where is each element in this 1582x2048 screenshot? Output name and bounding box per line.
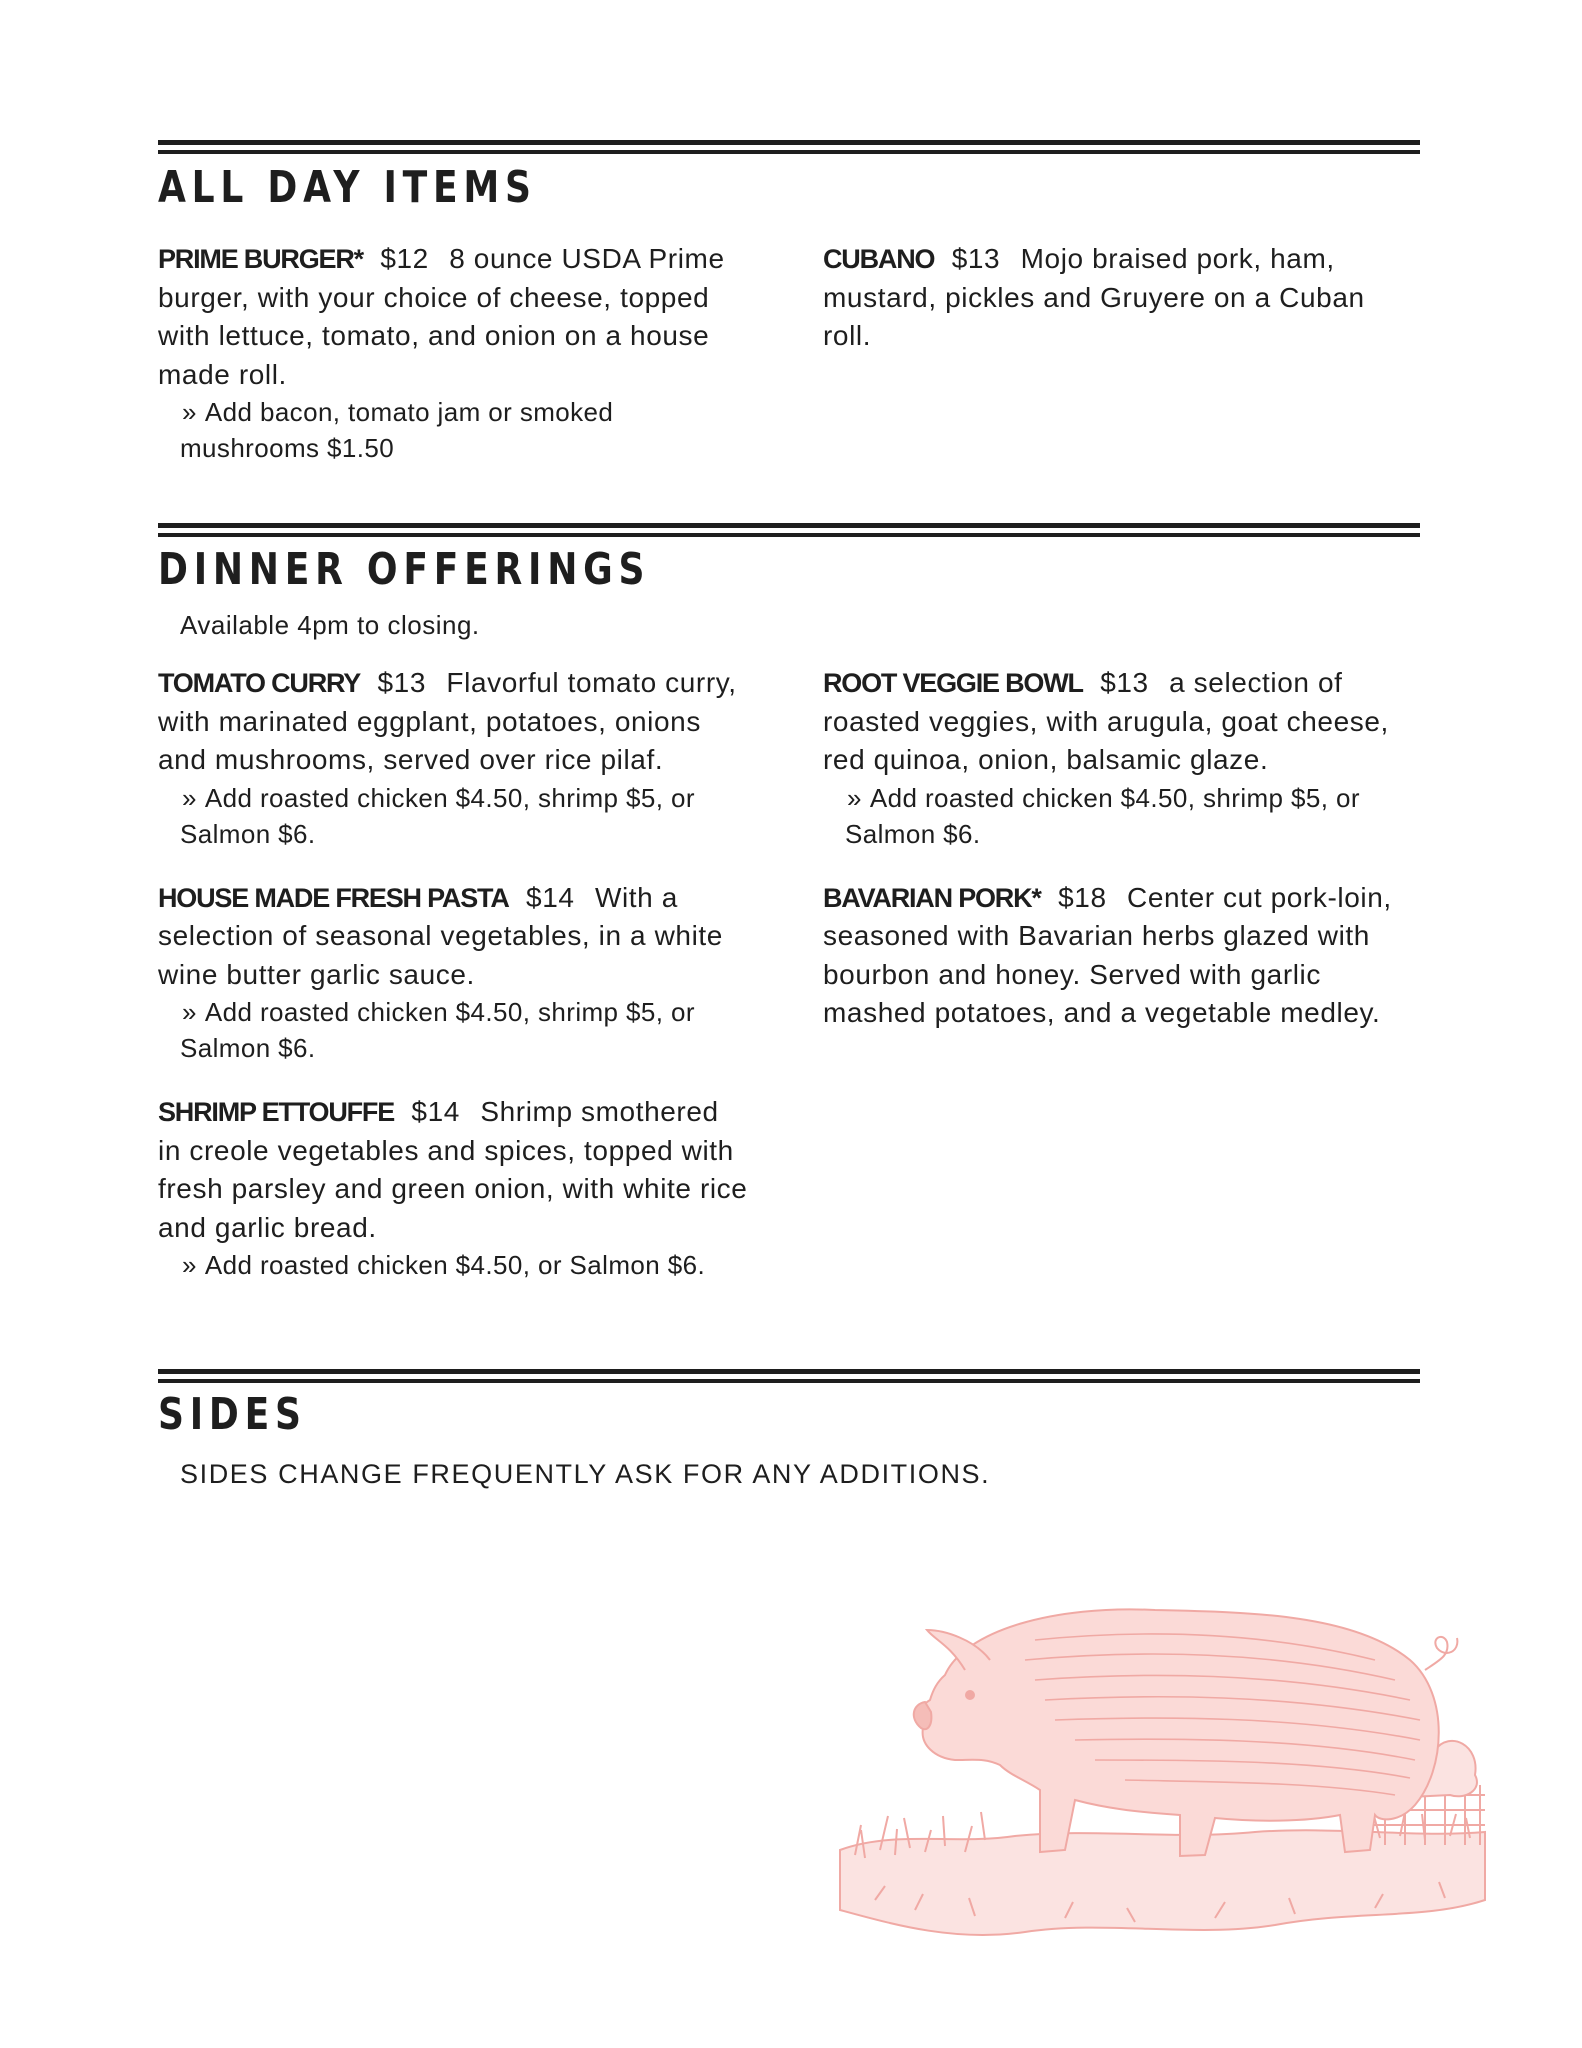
addon-text: Add roasted chicken $4.50, shrimp $5, or Salmon $6.: [845, 782, 1360, 849]
section-title-sides: SIDES: [158, 1389, 307, 1440]
menu-item: [158, 240, 748, 466]
dinner-right-column: [823, 664, 1413, 1060]
all-day-right-column: [823, 240, 1413, 383]
dinner-availability-note: Available 4pm to closing.: [180, 610, 480, 640]
pig-body: [918, 1609, 1438, 1856]
addon-chevron-icon: »: [182, 397, 197, 427]
item-name: SHRIMP ETTOUFFE: [158, 1097, 395, 1127]
item-name: BAVARIAN PORK*: [823, 882, 1041, 913]
section-divider: [158, 140, 1420, 154]
item-addon: [845, 780, 1413, 852]
addon-chevron-icon: »: [182, 1250, 197, 1280]
sides-note: SIDES CHANGE FREQUENTLY ASK FOR ANY ADDITIONS.: [180, 1459, 991, 1489]
item-name: CUBANO: [823, 244, 935, 274]
addon-text: Add bacon, tomato jam or smoked mushrooms $1.50: [180, 397, 614, 463]
addon-chevron-icon: »: [182, 782, 197, 813]
item-addon: [180, 1247, 748, 1283]
menu-item: [158, 664, 748, 852]
item-name: PRIME BURGER*: [158, 244, 363, 274]
addon-text: Add roasted chicken $4.50, or Salmon $6.: [204, 1250, 706, 1280]
item-description: Mojo braised pork, ham, mustard, pickles and Gruyere on a Cuban roll.: [823, 243, 1365, 351]
addon-text: Add roasted chicken $4.50, shrimp $5, or Salmon $6.: [180, 782, 695, 849]
addon-chevron-icon: »: [847, 782, 862, 813]
pig-eye-icon: [966, 1691, 974, 1699]
item-name: ROOT VEGGIE BOWL: [823, 668, 1083, 698]
item-name: HOUSE MADE FRESH PASTA: [158, 882, 509, 913]
menu-item: [158, 879, 748, 1067]
item-price: $14: [526, 881, 575, 913]
item-addon: [180, 994, 748, 1066]
item-description: Flavorful tomato curry, with marinated eggplant, potatoes, onions and mushrooms, served over rice pilaf.: [158, 667, 737, 775]
addon-text: Add roasted chicken $4.50, shrimp $5, or Salmon $6.: [180, 997, 695, 1063]
item-description: 8 ounce USDA Prime burger, with your choice of cheese, topped with lettuce, tomato, and onion on a house made roll.: [158, 243, 725, 390]
section-divider: [158, 523, 1420, 537]
item-name: TOMATO CURRY: [158, 668, 361, 698]
item-price: $13: [1100, 667, 1149, 698]
addon-chevron-icon: »: [182, 997, 197, 1027]
section-title-all-day: ALL DAY ITEMS: [158, 162, 537, 213]
item-price: $14: [411, 1096, 460, 1127]
item-price: $18: [1058, 881, 1107, 913]
section-divider: [158, 1369, 1420, 1383]
item-addon: [180, 780, 748, 852]
menu-item: [823, 879, 1413, 1033]
item-description: a selection of roasted veggies, with arugula, goat cheese, red quinoa, onion, balsamic glaze.: [823, 667, 1389, 775]
item-price: $12: [380, 243, 429, 274]
pig-illustration: [835, 1600, 1490, 1945]
item-price: $13: [951, 243, 1001, 274]
section-title-dinner: DINNER OFFERINGS: [158, 544, 651, 595]
pig-tail-icon: [1425, 1637, 1457, 1670]
item-description: Shrimp smothered in creole vegetables and spices, topped with fresh parsley and green onion, with white rice and garlic bread.: [158, 1096, 748, 1243]
item-price: $13: [377, 667, 427, 698]
dinner-left-column: [158, 664, 748, 1310]
item-description: With a selection of seasonal vegetables, in a white wine butter garlic sauce.: [158, 881, 723, 990]
menu-item: [823, 664, 1413, 852]
item-addon: [180, 394, 748, 466]
item-description: Center cut pork-loin, seasoned with Bavarian herbs glazed with bourbon and honey. Served with garlic mashed potatoes, and a vegetable medley.: [823, 881, 1392, 1028]
grass-ground: [840, 1830, 1485, 1935]
menu-item: [823, 240, 1413, 356]
menu-item: [158, 1093, 748, 1283]
all-day-left-column: [158, 240, 748, 493]
